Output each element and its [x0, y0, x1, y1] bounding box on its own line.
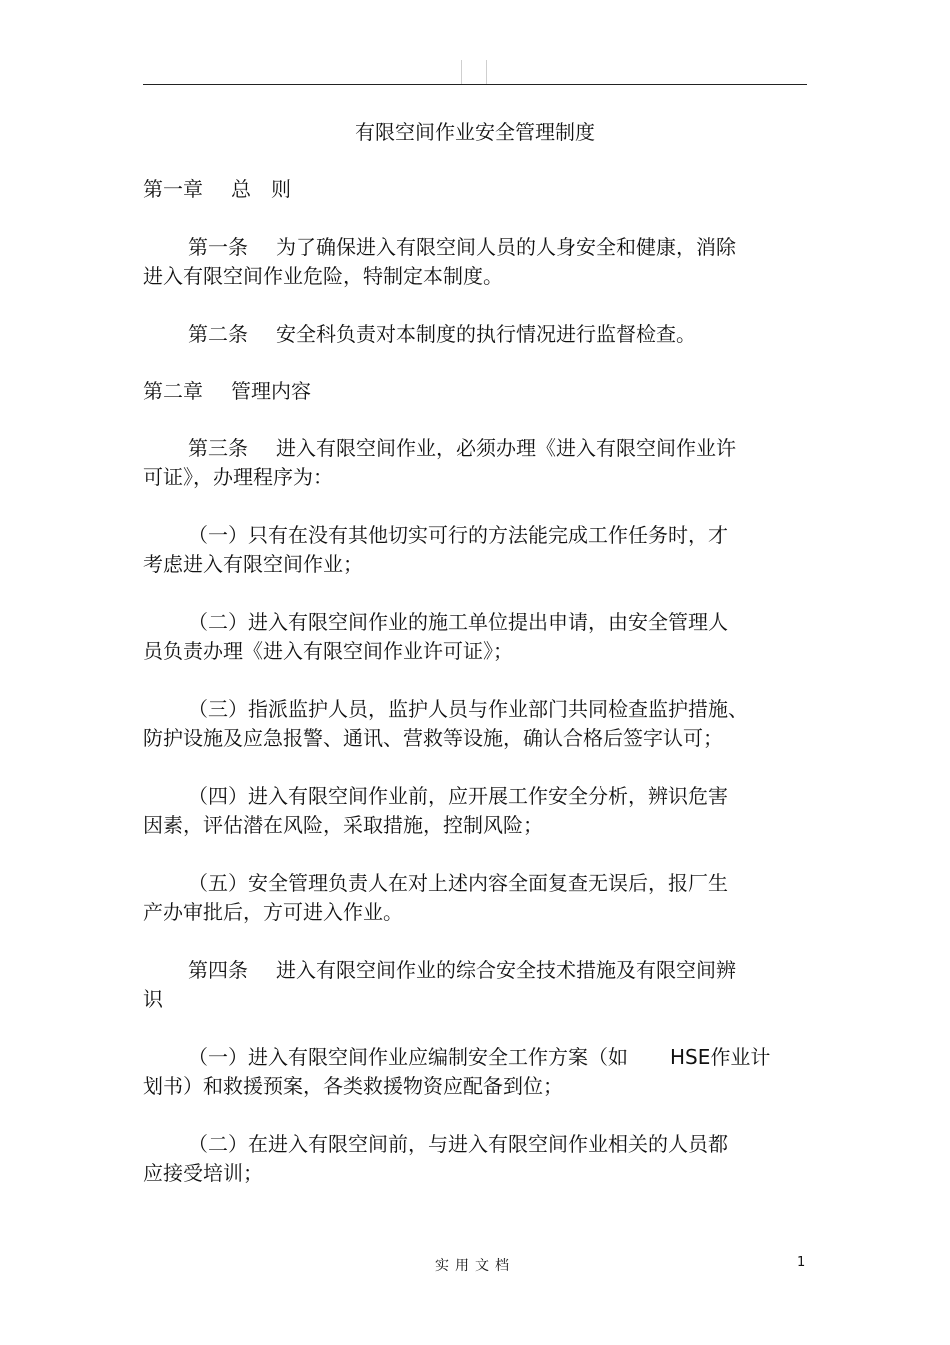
- header-mark: [486, 60, 487, 84]
- article-text-line: 为了确保进入有限空间人员的人身安全和健康，消除: [276, 235, 736, 259]
- article-3-item-2: [143, 608, 793, 666]
- header-rule: [143, 84, 807, 85]
- item-text-line: （二）在进入有限空间前，与进入有限空间作业相关的人员都: [188, 1132, 728, 1156]
- header-mark: [461, 60, 462, 84]
- article-1: [143, 233, 793, 291]
- document-title: 有限空间作业安全管理制度: [355, 120, 595, 144]
- article-4: [143, 956, 793, 1014]
- article-text-line: 进入有限空间作业危险，特制定本制度。: [143, 264, 503, 288]
- item-text-line: （二）进入有限空间作业的施工单位提出申请，由安全管理人: [188, 610, 728, 634]
- page-number: 1: [797, 1255, 806, 1270]
- article-3: [143, 434, 793, 492]
- item-text-line: （一）只有在没有其他切实可行的方法能完成工作任务时，才: [188, 523, 728, 547]
- item-text-line: 员负责办理《进入有限空间作业许可证》；: [143, 639, 513, 663]
- item-text-line: 产办审批后，方可进入作业。: [143, 900, 403, 924]
- article-text-line: 安全科负责对本制度的执行情况进行监督检查。: [276, 322, 696, 346]
- chapter-1-heading: [143, 175, 793, 204]
- item-text-line: （一）进入有限空间作业应编制安全工作方案（如: [188, 1045, 628, 1069]
- item-text-line: 应接受培训；: [143, 1161, 263, 1185]
- article-3-item-1: [143, 521, 793, 579]
- item-text-line: HSE作业计: [670, 1045, 771, 1069]
- article-text-line: 可证》，办理程序为：: [143, 465, 333, 489]
- item-text-line: 因素，评估潜在风险，采取措施，控制风险；: [143, 813, 543, 837]
- article-number: 第二条: [188, 322, 248, 346]
- item-text-line: 划书）和救援预案，各类救援物资应配备到位；: [143, 1074, 563, 1098]
- item-text-line: 考虑进入有限空间作业；: [143, 552, 363, 576]
- item-text-line: （四）进入有限空间作业前，应开展工作安全分析，辨识危害: [188, 784, 728, 808]
- article-number: 第一条: [188, 235, 248, 259]
- article-4-item-1: [143, 1043, 793, 1101]
- article-4-item-2: [143, 1130, 793, 1188]
- footer-label: 实用文档: [435, 1258, 515, 1274]
- article-3-item-4: [143, 782, 793, 840]
- article-3-item-5: [143, 869, 793, 927]
- article-3-item-3: [143, 695, 793, 753]
- article-number: 第四条: [188, 958, 248, 982]
- article-text-line: 进入有限空间作业的综合安全技术措施及有限空间辨: [276, 958, 736, 982]
- chapter-name: 管理内容: [231, 379, 311, 403]
- chapter-number: 第二章: [143, 379, 203, 403]
- article-text-line: 识: [143, 987, 163, 1011]
- item-text-line: （五）安全管理负责人在对上述内容全面复查无误后，报厂生: [188, 871, 728, 895]
- chapter-number: 第一章: [143, 177, 203, 201]
- article-number: 第三条: [188, 436, 248, 460]
- item-text-line: （三）指派监护人员，监护人员与作业部门共同检查监护措施、: [188, 697, 748, 721]
- article-text-line: 进入有限空间作业，必须办理《进入有限空间作业许: [276, 436, 736, 460]
- chapter-name: 总 则: [231, 177, 291, 201]
- item-text-line: 防护设施及应急报警、通讯、营救等设施，确认合格后签字认可；: [143, 726, 723, 750]
- article-2: [143, 320, 793, 349]
- chapter-2-heading: [143, 377, 793, 406]
